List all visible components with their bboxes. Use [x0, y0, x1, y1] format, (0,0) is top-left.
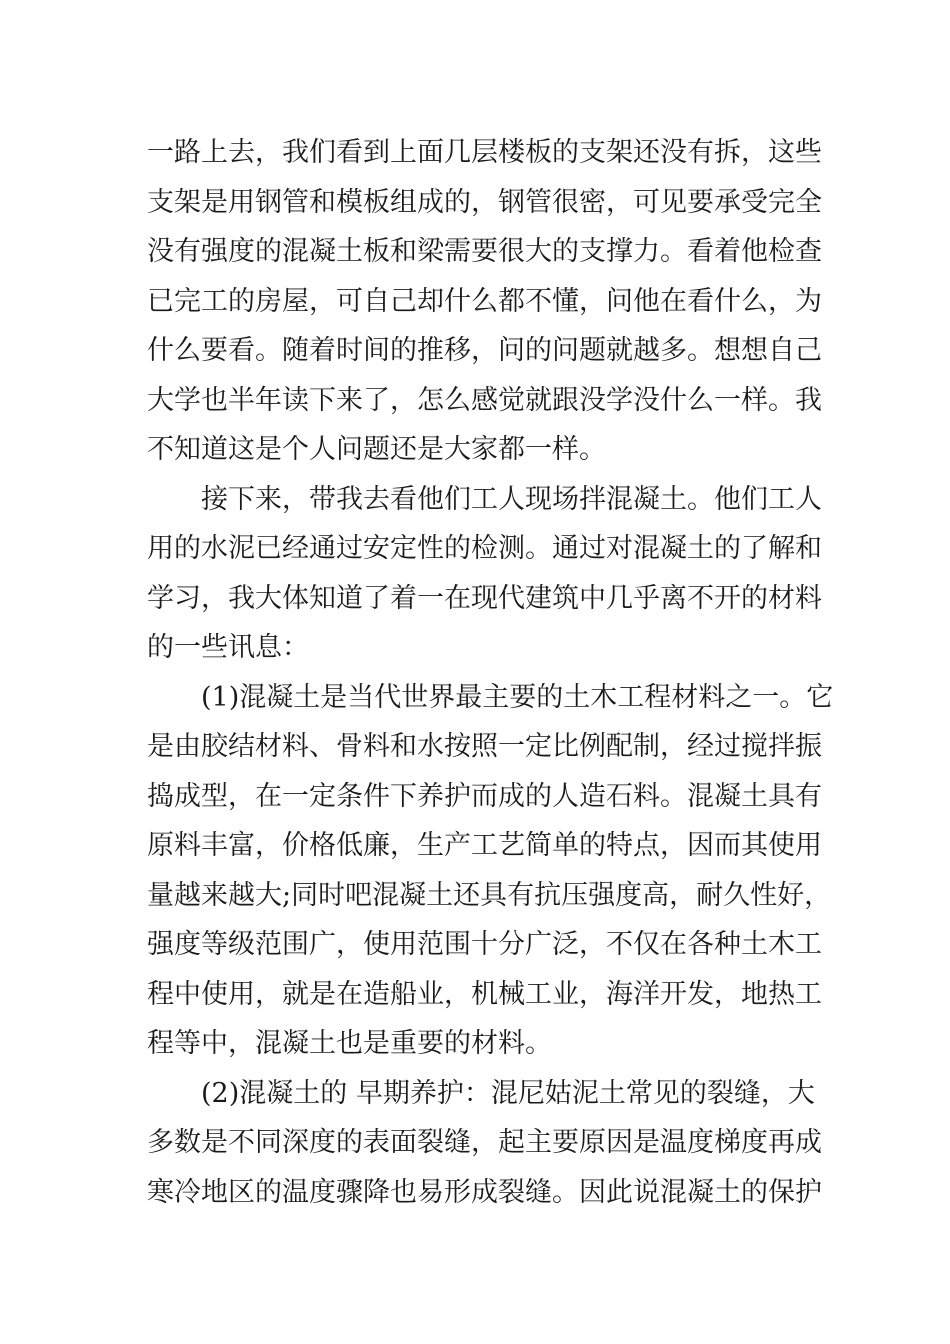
text-line: 是由胶结材料、骨料和水按照一定比例配制，经过搅拌振 [147, 731, 822, 762]
document-body [147, 128, 834, 1217]
text-line: 学习，我大体知道了着一在现代建筑中几乎离不开的材料 [147, 582, 822, 614]
text-line: 多数是不同深度的表面裂缝，起主要原因是温度梯度再成 [147, 1127, 822, 1158]
text-line: 原料丰富，价格低廉，生产工艺简单的特点，因而其使用 [147, 830, 822, 861]
text-line: 程中使用，就是在造船业，机械工业，海洋开发，地热工 [147, 978, 822, 1010]
text-line: 什么要看。随着时间的推移，问的问题就越多。想想自己 [147, 335, 822, 366]
text-line: 一路上去，我们看到上面几层楼板的支架还没有拆，这些 [147, 137, 822, 168]
text-line: 用的水泥已经通过安定性的检测。通过对混凝土的了解和 [147, 533, 822, 564]
text-line: 的一些讯息： [147, 632, 309, 663]
text-line: 接下来，带我去看他们工人现场拌混凝土。他们工人 [201, 483, 822, 515]
text-line: 没有强度的混凝土板和梁需要很大的支撑力。看着他检查 [147, 236, 822, 267]
text-line: 捣成型，在一定条件下养护而成的人造石料。混凝土具有 [147, 780, 822, 812]
text-line: 强度等级范围广，使用范围十分广泛，不仅在各种土木工 [147, 929, 822, 960]
text-line: 不知道这是个人问题还是大家都一样。 [147, 434, 606, 465]
text-line: 支架是用钢管和模板组成的，钢管很密，可见要承受完全 [147, 186, 822, 218]
text-line: 已完工的房屋，可自己却什么都不懂，问他在看什么，为 [147, 285, 822, 317]
text-line: 量越来越大;同时吧混凝土还具有抗压强度高，耐久性好， [147, 879, 832, 911]
text-line: (2)混凝土的 早期养护：混尼姑泥土常见的裂缝，大 [201, 1077, 815, 1109]
text-line: 大学也半年读下来了，怎么感觉就跟没学没什么一样。我 [147, 384, 822, 416]
text-line: (1)混凝土是当代世界最主要的土木工程材料之一。它 [201, 681, 834, 713]
text-line: 程等中，混凝土也是重要的材料。 [147, 1028, 552, 1059]
text-line: 寒冷地区的温度骤降也易形成裂缝。因此说混凝土的保护 [147, 1176, 822, 1208]
